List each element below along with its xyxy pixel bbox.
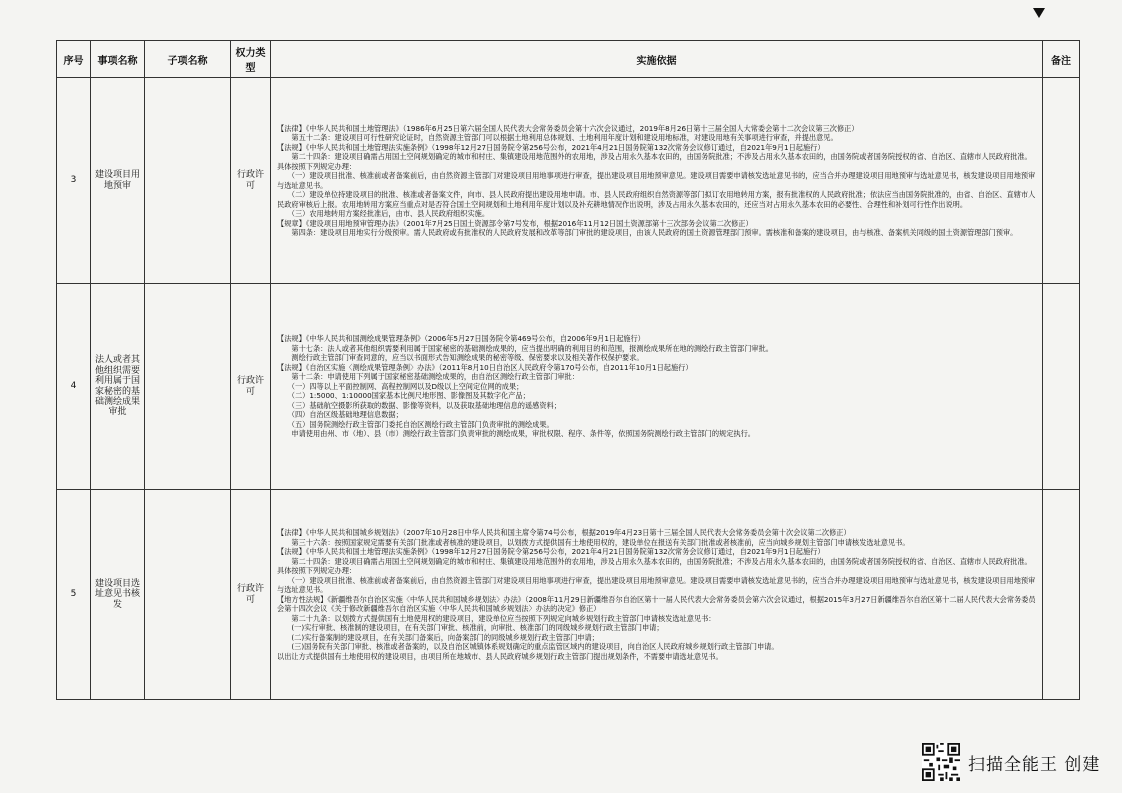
table-row: [57, 490, 1080, 700]
basis-paragraph: 测绘行政主管部门审查同意的，应当以书面形式告知测绘成果的秘密等级、保密要求以及相关著作权保护要求。: [277, 353, 644, 363]
row-remarks: [1043, 284, 1080, 490]
basis-paragraph: 第十二条：申请使用下列属于国家秘密基础测绘成果的，由自治区测绘行政主管部门审批：: [277, 372, 579, 382]
row-item-name: 建设项目选址意见书核发: [91, 490, 145, 700]
row-seq: 3: [57, 78, 91, 284]
basis-paragraph: 【法律】《中华人民共和国城乡规划法》（2007年10月28日中华人民共和国主席令第74号公布，根据2019年4月23日第十三届全国人民代表大会常务委员会第十次会议第二次修正）: [277, 528, 851, 537]
basis-paragraph: 第四条：建设项目用地实行分级预审。需人民政府或有批准权的人民政府发展和改革等部门审批的建设项目，由该人民政府的国土资源管理部门预审。需核准和备案的建设项目，由与核准、备案机关同级的国土资源管理部门预审。: [277, 228, 1018, 237]
basis-paragraph: （二）建设单位持建设项目的批准、核准或者备案文件，向市、县人民政府提出建设用地申请。市、县人民政府组织自然资源等部门拟订农用地转用方案，报有批准权的人民政府批准；依法应当由国务院批准的，由省、自治区、直辖市人民政府审核后上报。农用地转用方案应当重点对是否符合国土空间规划和土地利用年度计划以及补充耕地情况作出说明，涉及占用永久基本农田的，还应当对占用永久基本农田的必要性、合理性和补划可行性作出说明。: [277, 190, 1036, 209]
scanner-watermark: [922, 742, 1100, 782]
basis-paragraph: （五）国务院测绘行政主管部门委托自治区测绘行政主管部门负责审批的测绘成果。: [277, 419, 554, 429]
row-subitem-name: [145, 490, 231, 700]
row-item-name: 法人或者其他组织需要利用属于国家秘密的基础测绘成果审批: [91, 284, 145, 490]
basis-paragraph: 以出让方式提供国有土地使用权的建设项目，由项目所在地城市、县人民政府城乡规划行政主管部门提出规划条件，不需要申请选址意见书。: [277, 651, 723, 661]
basis-paragraph: 【地方性法规】《新疆维吾尔自治区实施〈中华人民共和国城乡规划法〉办法》（2008年11月29日新疆维吾尔自治区第十一届人民代表大会常务委员会第六次会议通过，根据2015年3月27日新疆维吾尔自治区第十二届人民代表大会常务委员会第十四次会议《关于修改新疆维吾尔自治区实施〈中华人民共和国城乡规划法〉办法的决定》修正）: [277, 594, 1036, 613]
basis-paragraph: 第三十六条：按照国家规定需要有关部门批准或者核准的建设项目，以划拨方式提供国有土地使用权的，建设单位在报送有关部门批准或者核准前，应当向城乡规划主管部门申请核发选址意见书。: [277, 537, 910, 547]
basis-paragraph: 第二十四条：建设项目确需占用国土空间规划确定的城市和村庄、集镇建设用地范围外的农用地，涉及占用永久基本农田的，由国务院批准；不涉及占用永久基本农田的，由国务院或者国务院授权的省、自治区、直辖市人民政府批准。具体按照下列规定办理：: [277, 152, 1032, 171]
basis-paragraph: (三)国务院有关部门审批、核准或者备案的，以及自治区城镇体系规划确定的重点监管区域内的建设项目，向自治区人民政府城乡规划行政主管部门申请。: [277, 642, 779, 651]
header-power-type: 权力类型: [231, 41, 271, 78]
header-seq: 序号: [57, 41, 91, 78]
row-seq: 4: [57, 284, 91, 490]
row-power-type: 行政许可: [231, 490, 271, 700]
row-basis: [271, 284, 1043, 490]
basis-paragraph: 【规章】《建设项目用地预审管理办法》（2001年7月25日国土资源部令第7号发布，根据2016年11月12日国土资源部第十三次部务会议第二次修正）: [277, 218, 753, 228]
basis-paragraph: 申请使用由州、市（地）、县（市）测绘行政主管部门负责审批的测绘成果，审批权限、程序、条件等，依照国务院测绘行政主管部门的规定执行。: [277, 429, 755, 439]
basis-paragraph: 【法规】《中华人民共和国土地管理法实施条例》（1998年12月27日国务院令第256号公布，2021年4月21日国务院第132次常务会议修订通过，自2021年9月1日起施行）: [277, 142, 825, 152]
row-basis: [271, 490, 1043, 700]
header-subitem: 子项名称: [145, 41, 231, 78]
table-row: [57, 78, 1080, 284]
row-power-type: 行政许可: [231, 78, 271, 284]
header-remarks: 备注: [1043, 41, 1080, 78]
row-subitem-name: [145, 78, 231, 284]
basis-paragraph: 第十七条：法人或者其他组织需要利用属于国家秘密的基础测绘成果的，应当提出明确的利用目的和范围，报测绘成果所在地的测绘行政主管部门审批。: [277, 343, 773, 353]
header-row: [57, 41, 1080, 78]
row-remarks: [1043, 490, 1080, 700]
row-basis: [271, 78, 1043, 284]
header-basis: 实施依据: [271, 41, 1043, 78]
basis-paragraph: （一）四等以上平面控制网、高程控制网以及D级以上空间定位网的成果；: [277, 381, 524, 391]
basis-paragraph: （一）建设项目批准、核准前或者备案前后，由自然资源主管部门对建设项目用地事项进行审查，提出建设项目用地预审意见。建设项目需要申请核发选址意见书的，应当合并办理建设项目用地预审与选址意见书，核发建设项目用地预审与选址意见书。: [277, 171, 1036, 190]
basis-paragraph: （三）基础航空摄影所获取的数据、影像等资料，以及获取基础地理信息的遥感资料；: [277, 400, 561, 410]
header-item: 事项名称: [91, 41, 145, 78]
basis-paragraph: （一）建设项目批准、核准前或者备案前后，由自然资源主管部门对建设项目用地事项进行审查，提出建设项目用地预审意见。建设项目需要申请核发选址意见书的，应当合并办理建设项目用地预审与选址意见书，核发建设项目用地预审与选址意见书。: [277, 575, 1036, 594]
basis-paragraph: 【法规】《自治区实施〈测绘成果管理条例〉办法》（2011年8月10日自治区人民政府令第170号公布，自2011年10月1日起施行）: [277, 362, 693, 372]
power-list-table: [56, 40, 1080, 700]
qr-code-icon: [922, 743, 960, 781]
basis-paragraph: （四）自治区级基础地理信息数据；: [277, 410, 403, 420]
row-item-name: 建设项目用地预审: [91, 78, 145, 284]
scan-corner-mark: [1033, 8, 1045, 18]
row-remarks: [1043, 78, 1080, 284]
basis-paragraph: （二）1:5000、1:10000国家基本比例尺地形图、影像图及其数字化产品；: [277, 391, 530, 401]
basis-paragraph: (二)实行备案制的建设项目，在有关部门备案后，向备案部门的同级城乡规划行政主管部门申请；: [277, 632, 599, 642]
basis-paragraph: 【法规】《中华人民共和国土地管理法实施条例》（1998年12月27日国务院令第256号公布，2021年4月21日国务院第132次常务会议修订通过，自2021年9月1日起施行）: [277, 547, 825, 556]
basis-paragraph: 第二十四条：建设项目确需占用国土空间规划确定的城市和村庄、集镇建设用地范围外的农用地，涉及占用永久基本农田的，由国务院批准；不涉及占用永久基本农田的，由国务院或者国务院授权的省、自治区、直辖市人民政府批准。具体按照下列规定办理：: [277, 556, 1032, 575]
basis-paragraph: 第二十九条：以划拨方式提供国有土地使用权的建设项目，建设单位应当按照下列规定向城乡规划行政主管部门申请核发选址意见书：: [277, 613, 716, 623]
basis-paragraph: 【法律】《中华人民共和国土地管理法》（1986年6月25日第六届全国人民代表大会常务委员会第十六次会议通过，2019年8月26日第十三届全国人大常委会第十二次会议第三次修正）: [277, 123, 859, 133]
table-row: [57, 284, 1080, 490]
basis-paragraph: （三）农用地转用方案经批准后，由市、县人民政府组织实施。: [277, 209, 490, 218]
basis-paragraph: 第五十二条：建设项目可行性研究论证时，自然资源主管部门可以根据土地利用总体规划、土地利用年度计划和建设用地标准，对建设用地有关事项进行审查，并提出意见。: [277, 133, 838, 142]
row-seq: 5: [57, 490, 91, 700]
row-subitem-name: [145, 284, 231, 490]
basis-paragraph: 【法规】《中华人民共和国测绘成果管理条例》（2006年5月27日国务院令第469号公布，自2006年9月1日起施行）: [277, 334, 645, 344]
row-power-type: 行政许可: [231, 284, 271, 490]
scanner-watermark-text: 扫描全能王 创建: [968, 754, 1101, 775]
basis-paragraph: (一)实行审批、核准制的建设项目，在有关部门审批、核准前，向审批、核准部门的同级城乡规划行政主管部门申请；: [277, 623, 664, 632]
